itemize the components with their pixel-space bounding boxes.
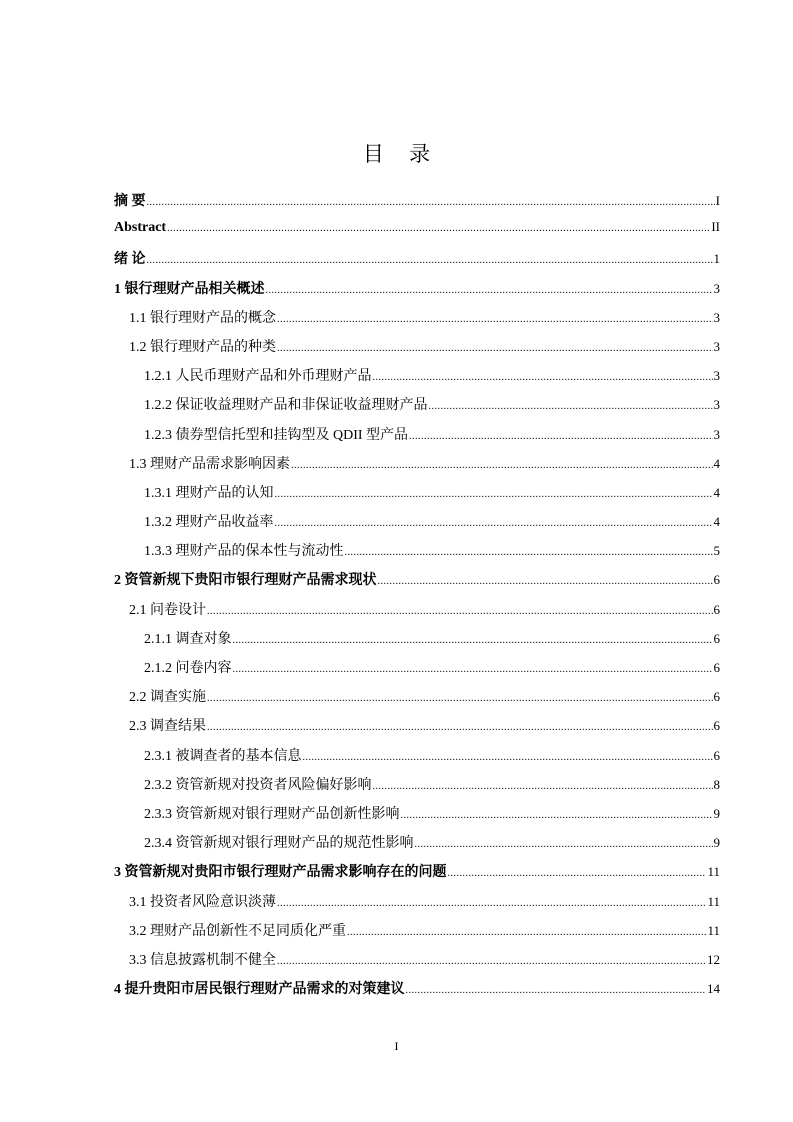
toc-entry[interactable] <box>114 453 720 482</box>
toc-entry-label: 1.2.1 人民币理财产品和外币理财产品 <box>144 369 372 385</box>
dot-leader <box>409 431 712 442</box>
toc-entry[interactable] <box>114 482 720 511</box>
toc-entry-page: 4 <box>713 455 720 471</box>
toc-entry[interactable] <box>114 599 720 628</box>
toc-entry[interactable] <box>114 745 720 774</box>
toc-entry-page: 3 <box>713 280 720 296</box>
toc-entry-page: 3 <box>713 309 720 325</box>
toc-entry-label: 2.2 调查实施 <box>129 690 206 706</box>
toc-entry-label: 2 资管新规下贵阳市银行理财产品需求现状 <box>114 573 377 589</box>
toc-entry[interactable] <box>114 307 720 336</box>
toc-entry-page: 6 <box>713 689 720 705</box>
toc-entry[interactable] <box>114 365 720 394</box>
toc-entry-page: 9 <box>713 835 720 851</box>
toc-entry[interactable] <box>114 803 720 832</box>
toc-entry-page: II <box>711 219 720 235</box>
dot-leader <box>347 927 706 938</box>
dot-leader <box>401 810 713 821</box>
toc-entry-label: 2.3 调查结果 <box>129 719 206 735</box>
dot-leader <box>147 255 713 266</box>
dot-leader <box>345 547 713 558</box>
toc-entry-page: 8 <box>713 776 720 792</box>
toc-entry-page: 6 <box>713 630 720 646</box>
toc-entry-label: 1.3.1 理财产品的认知 <box>144 485 274 501</box>
toc-entry[interactable] <box>114 774 720 803</box>
dot-leader <box>266 285 713 296</box>
toc-entry-label: 1.2.2 保证收益理财产品和非保证收益理财产品 <box>144 398 428 414</box>
dot-leader <box>291 460 713 471</box>
page-number-footer: I <box>394 1039 399 1053</box>
dot-leader <box>303 752 713 763</box>
dot-leader <box>429 401 713 412</box>
dot-leader <box>277 343 713 354</box>
toc-entry-page: 6 <box>713 572 720 588</box>
table-of-contents <box>114 190 720 1007</box>
toc-entry[interactable] <box>114 511 720 540</box>
dot-leader <box>373 781 713 792</box>
toc-entry-page: 3 <box>713 426 720 442</box>
toc-entry-label: 1 银行理财产品相关概述 <box>114 281 265 297</box>
dot-leader <box>277 898 706 909</box>
toc-entry-page: 11 <box>707 893 720 909</box>
dot-leader <box>233 635 713 646</box>
dot-leader <box>147 197 715 208</box>
toc-entry[interactable] <box>114 832 720 861</box>
toc-entry[interactable] <box>114 336 720 365</box>
toc-entry-label: 1.2.3 债券型信托型和挂钩型及 QDII 型产品 <box>144 427 409 443</box>
dot-leader <box>167 223 710 234</box>
toc-entry-label: 1.3 理财产品需求影响因素 <box>129 456 290 472</box>
toc-entry[interactable] <box>114 686 720 715</box>
dot-leader <box>207 722 713 733</box>
toc-entry-page: 3 <box>713 368 720 384</box>
toc-entry-label: 2.3.4 资管新规对银行理财产品的规范性影响 <box>144 836 414 852</box>
toc-entry-page: 6 <box>713 747 720 763</box>
toc-entry[interactable] <box>114 278 720 307</box>
toc-entry-page: 6 <box>713 601 720 617</box>
toc-entry-page: 4 <box>713 484 720 500</box>
toc-entry[interactable] <box>114 715 720 744</box>
dot-leader <box>415 839 713 850</box>
toc-entry-page: 11 <box>707 922 720 938</box>
toc-entry[interactable] <box>114 891 720 920</box>
toc-entry[interactable] <box>114 248 720 277</box>
toc-entry-page: 14 <box>707 981 720 997</box>
toc-entry-label: 2.3.1 被调查者的基本信息 <box>144 748 302 764</box>
toc-entry-page: 6 <box>713 718 720 734</box>
toc-entry-label: 1.3.3 理财产品的保本性与流动性 <box>144 544 344 560</box>
dot-leader <box>275 489 713 500</box>
toc-entry-page: 3 <box>713 338 720 354</box>
toc-entry[interactable] <box>114 920 720 949</box>
toc-entry-label: 3 资管新规对贵阳市银行理财产品需求影响存在的问题 <box>114 865 447 881</box>
toc-entry-label: 2.1.2 问卷内容 <box>144 661 232 676</box>
toc-entry-page: 11 <box>707 864 720 880</box>
toc-entry-page: 9 <box>713 805 720 821</box>
toc-entry-page: 6 <box>713 660 720 675</box>
toc-entry[interactable] <box>114 394 720 423</box>
toc-entry-page: 3 <box>713 397 720 413</box>
toc-entry-label: Abstract <box>114 220 167 236</box>
toc-entry-page: 5 <box>713 543 720 559</box>
toc-entry-label: 2.3.2 资管新规对投资者风险偏好影响 <box>144 777 372 793</box>
dot-leader <box>277 314 713 325</box>
toc-entry-label: 4 提升贵阳市居民银行理财产品需求的对策建议 <box>114 982 405 998</box>
toc-entry[interactable] <box>114 978 720 1007</box>
toc-entry-label: 2.1.1 调查对象 <box>144 631 232 647</box>
toc-entry[interactable] <box>114 190 720 219</box>
toc-entry-label: 1.3.2 理财产品收益率 <box>144 515 274 531</box>
toc-entry[interactable] <box>114 424 720 453</box>
toc-entry-label: 1.1 银行理财产品的概念 <box>129 310 276 326</box>
toc-entry[interactable] <box>114 540 720 569</box>
dot-leader <box>406 985 707 996</box>
dot-leader <box>207 606 713 617</box>
toc-entry-page: I <box>715 193 720 208</box>
toc-entry-page: 12 <box>707 951 720 967</box>
toc-entry-label: 绪 论 <box>114 252 146 268</box>
toc-entry-label: 1.2 银行理财产品的种类 <box>129 339 276 355</box>
toc-entry[interactable] <box>114 569 720 598</box>
toc-entry-label: 3.3 信息披露机制不健全 <box>129 952 276 968</box>
dot-leader <box>378 576 713 587</box>
toc-entry[interactable] <box>114 628 720 657</box>
toc-entry[interactable] <box>114 861 720 890</box>
dot-leader <box>233 664 713 675</box>
dot-leader <box>448 868 707 879</box>
dot-leader <box>373 372 713 383</box>
toc-entry[interactable] <box>114 219 720 248</box>
toc-entry-label: 摘 要 <box>114 194 146 209</box>
toc-entry-page: 1 <box>713 251 720 267</box>
toc-entry-label: 3.2 理财产品创新性不足同质化严重 <box>129 923 346 939</box>
toc-entry-label: 3.1 投资者风险意识淡薄 <box>129 894 276 910</box>
toc-title: 目 录 <box>362 142 441 166</box>
toc-entry[interactable] <box>114 657 720 686</box>
toc-entry-page: 4 <box>713 514 720 530</box>
dot-leader <box>275 518 713 529</box>
dot-leader <box>207 693 713 704</box>
toc-entry-label: 2.3.3 资管新规对银行理财产品创新性影响 <box>144 806 400 822</box>
toc-entry-label: 2.1 问卷设计 <box>129 602 206 618</box>
toc-entry[interactable] <box>114 949 720 978</box>
dot-leader <box>277 956 706 967</box>
